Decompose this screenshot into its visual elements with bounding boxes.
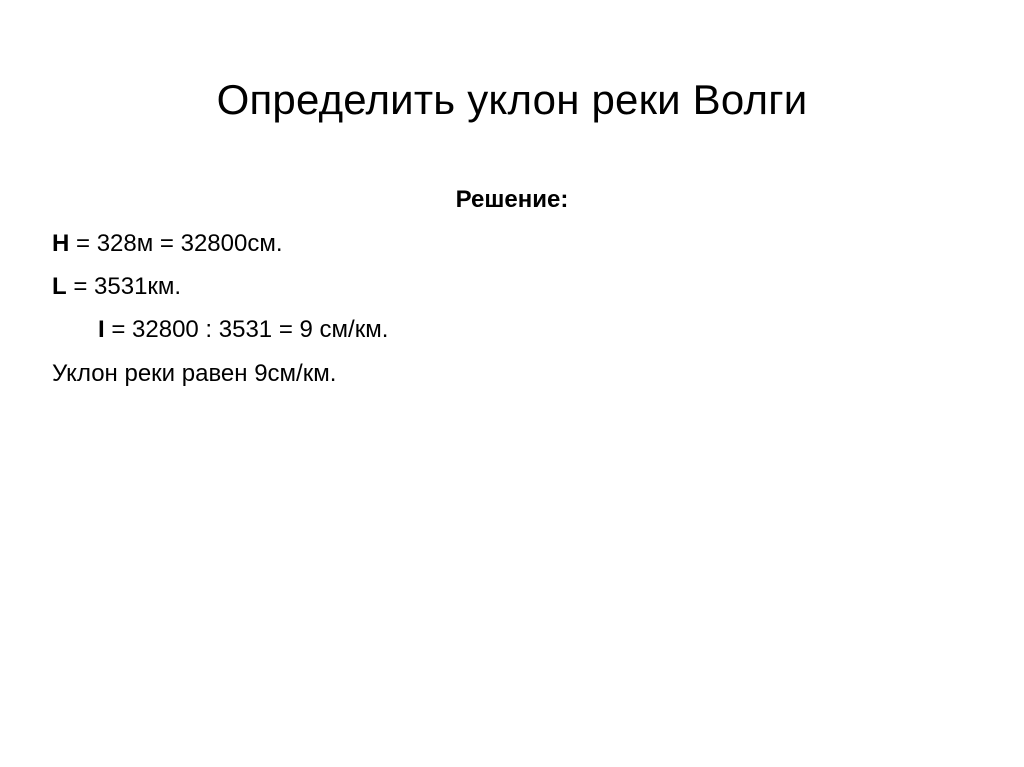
- length-variable: L: [52, 273, 67, 300]
- length-value: = 3531км.: [66, 273, 182, 300]
- slope-variable: I: [98, 316, 105, 343]
- conclusion-line: [52, 357, 336, 391]
- height-variable: H: [52, 230, 70, 257]
- conclusion-text: Уклон реки равен 9см/км.: [52, 360, 337, 387]
- height-line: [52, 227, 283, 261]
- height-value: = 328м = 32800см.: [69, 230, 283, 257]
- slope-calculation-line: [98, 313, 388, 347]
- slide-title: Определить уклон реки Волги: [216, 76, 808, 123]
- solution-heading: Решение:: [455, 186, 569, 213]
- slope-calculation: = 32800 : 3531 = 9 см/км.: [104, 316, 389, 343]
- length-line: [52, 270, 181, 304]
